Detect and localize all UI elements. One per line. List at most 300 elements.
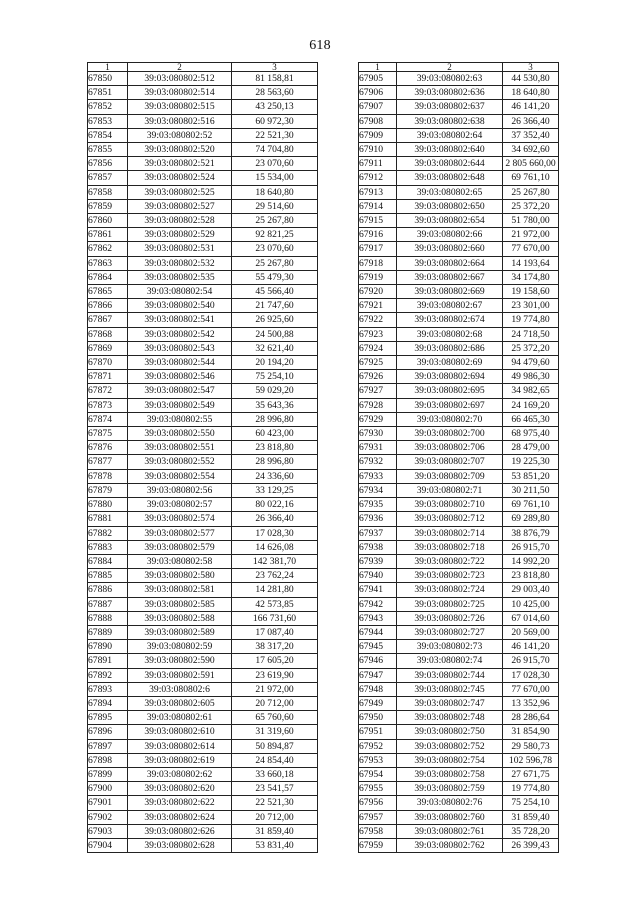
cadastral-value-cell: 65 760,60 [232, 711, 318, 725]
cadastral-number-cell: 39:03:080802:744 [397, 668, 503, 682]
cadastral-value-cell: 38 876,79 [503, 526, 559, 540]
cadastral-number-cell: 39:03:080802:531 [128, 242, 232, 256]
row-number-cell: 67890 [88, 640, 128, 654]
row-number-cell: 67885 [88, 569, 128, 583]
cadastral-value-cell: 51 780,00 [503, 214, 559, 228]
row-number-cell: 67913 [359, 185, 397, 199]
table-row [88, 611, 318, 625]
table-row [88, 72, 318, 86]
table-row [88, 441, 318, 455]
row-number-cell: 67915 [359, 214, 397, 228]
cadastral-number-cell: 39:03:080802:527 [128, 199, 232, 213]
row-number-cell: 67863 [88, 256, 128, 270]
row-number-cell: 67914 [359, 199, 397, 213]
cadastral-value-cell: 23 762,24 [232, 569, 318, 583]
table-row [359, 512, 559, 526]
cadastral-number-cell: 39:03:080802:686 [397, 341, 503, 355]
row-number-cell: 67931 [359, 441, 397, 455]
table-row [359, 114, 559, 128]
table-row [359, 711, 559, 725]
row-number-cell: 67950 [359, 711, 397, 725]
row-number-cell: 67941 [359, 583, 397, 597]
row-number-cell: 67939 [359, 554, 397, 568]
cadastral-number-cell: 39:03:080802:694 [397, 370, 503, 384]
row-number-cell: 67888 [88, 611, 128, 625]
table-row [359, 696, 559, 710]
column-header-number: 1 [359, 63, 397, 72]
cadastral-value-cell: 33 660,18 [232, 767, 318, 781]
cadastral-value-cell: 59 029,20 [232, 384, 318, 398]
cadastral-number-cell: 39:03:080802:724 [397, 583, 503, 597]
row-number-cell: 67935 [359, 498, 397, 512]
cadastral-number-cell: 39:03:080802:521 [128, 157, 232, 171]
cadastral-value-cell: 17 087,40 [232, 625, 318, 639]
table-row [88, 256, 318, 270]
row-number-cell: 67938 [359, 540, 397, 554]
row-number-cell: 67860 [88, 214, 128, 228]
table-row [359, 171, 559, 185]
cadastral-value-cell: 26 915,70 [503, 540, 559, 554]
table-row [359, 185, 559, 199]
table-row [359, 540, 559, 554]
cadastral-value-cell: 27 671,75 [503, 767, 559, 781]
table-row [88, 668, 318, 682]
row-number-cell: 67855 [88, 143, 128, 157]
cadastral-number-cell: 39:03:080802:66 [397, 228, 503, 242]
cadastral-value-cell: 25 372,20 [503, 199, 559, 213]
row-number-cell: 67856 [88, 157, 128, 171]
cadastral-number-cell: 39:03:080802:554 [128, 469, 232, 483]
table-row [88, 285, 318, 299]
cadastral-value-cell: 2 805 660,00 [503, 157, 559, 171]
row-number-cell: 67927 [359, 384, 397, 398]
row-number-cell: 67884 [88, 554, 128, 568]
cadastral-value-cell: 53 831,40 [232, 838, 318, 852]
cadastral-value-cell: 37 352,40 [503, 128, 559, 142]
table-row [88, 654, 318, 668]
cadastral-value-cell: 67 014,60 [503, 611, 559, 625]
table-row [359, 128, 559, 142]
row-number-cell: 67862 [88, 242, 128, 256]
row-number-cell: 67936 [359, 512, 397, 526]
cadastral-value-cell: 29 003,40 [503, 583, 559, 597]
column-header-cadastral: 2 [128, 63, 232, 72]
table-row [359, 313, 559, 327]
table-row [88, 199, 318, 213]
cadastral-value-cell: 60 423,00 [232, 427, 318, 441]
cadastral-number-cell: 39:03:080802:68 [397, 327, 503, 341]
cadastral-number-cell: 39:03:080802:619 [128, 753, 232, 767]
table-row [359, 625, 559, 639]
row-number-cell: 67922 [359, 313, 397, 327]
column-header-value: 3 [503, 63, 559, 72]
table-row [88, 384, 318, 398]
row-number-cell: 67919 [359, 270, 397, 284]
cadastral-value-cell: 31 854,90 [503, 725, 559, 739]
row-number-cell: 67909 [359, 128, 397, 142]
cadastral-number-cell: 39:03:080802:759 [397, 782, 503, 796]
row-number-cell: 67895 [88, 711, 128, 725]
table-row [359, 100, 559, 114]
table-row [359, 327, 559, 341]
row-number-cell: 67865 [88, 285, 128, 299]
table-row [359, 725, 559, 739]
cadastral-value-cell: 24 336,60 [232, 469, 318, 483]
table-row [359, 739, 559, 753]
table-row [88, 356, 318, 370]
cadastral-value-cell: 13 352,96 [503, 696, 559, 710]
row-number-cell: 67911 [359, 157, 397, 171]
cadastral-number-cell: 39:03:080802:620 [128, 782, 232, 796]
table-row [359, 299, 559, 313]
table-row [88, 185, 318, 199]
cadastral-value-cell: 19 225,30 [503, 455, 559, 469]
table-row [88, 100, 318, 114]
row-number-cell: 67875 [88, 427, 128, 441]
cadastral-value-cell: 15 534,00 [232, 171, 318, 185]
cadastral-value-cell: 19 774,80 [503, 782, 559, 796]
cadastral-value-cell: 75 254,10 [503, 796, 559, 810]
table-row [359, 753, 559, 767]
row-number-cell: 67854 [88, 128, 128, 142]
cadastral-number-cell: 39:03:080802:76 [397, 796, 503, 810]
cadastral-value-cell: 23 541,57 [232, 782, 318, 796]
cadastral-number-cell: 39:03:080802:726 [397, 611, 503, 625]
table-row [359, 384, 559, 398]
cadastral-number-cell: 39:03:080802:614 [128, 739, 232, 753]
row-number-cell: 67886 [88, 583, 128, 597]
cadastral-number-cell: 39:03:080802:6 [128, 682, 232, 696]
cadastral-number-cell: 39:03:080802:551 [128, 441, 232, 455]
table-row [88, 554, 318, 568]
cadastral-value-cell: 23 818,80 [232, 441, 318, 455]
table-row [88, 114, 318, 128]
table-row [88, 583, 318, 597]
cadastral-number-cell: 39:03:080802:752 [397, 739, 503, 753]
cadastral-number-cell: 39:03:080802:73 [397, 640, 503, 654]
table-row [88, 725, 318, 739]
cadastral-value-cell: 28 286,64 [503, 711, 559, 725]
cadastral-value-cell: 24 169,20 [503, 398, 559, 412]
cadastral-value-cell: 74 704,80 [232, 143, 318, 157]
row-number-cell: 67953 [359, 753, 397, 767]
cadastral-value-cell: 21 972,00 [503, 228, 559, 242]
row-number-cell: 67879 [88, 483, 128, 497]
table-row [359, 72, 559, 86]
table-row [88, 171, 318, 185]
cadastral-value-cell: 46 141,20 [503, 100, 559, 114]
row-number-cell: 67910 [359, 143, 397, 157]
cadastral-value-cell: 46 141,20 [503, 640, 559, 654]
cadastral-number-cell: 39:03:080802:650 [397, 199, 503, 213]
row-number-cell: 67874 [88, 412, 128, 426]
cadastral-number-cell: 39:03:080802:589 [128, 625, 232, 639]
row-number-cell: 67878 [88, 469, 128, 483]
row-number-cell: 67864 [88, 270, 128, 284]
cadastral-number-cell: 39:03:080802:525 [128, 185, 232, 199]
cadastral-value-cell: 25 372,20 [503, 341, 559, 355]
cadastral-number-cell: 39:03:080802:57 [128, 498, 232, 512]
cadastral-number-cell: 39:03:080802:520 [128, 143, 232, 157]
cadastral-number-cell: 39:03:080802:745 [397, 682, 503, 696]
cadastral-value-cell: 42 573,85 [232, 597, 318, 611]
cadastral-number-cell: 39:03:080802:640 [397, 143, 503, 157]
cadastral-number-cell: 39:03:080802:750 [397, 725, 503, 739]
cadastral-number-cell: 39:03:080802:674 [397, 313, 503, 327]
row-number-cell: 67940 [359, 569, 397, 583]
table-row [359, 498, 559, 512]
row-number-cell: 67894 [88, 696, 128, 710]
cadastral-number-cell: 39:03:080802:547 [128, 384, 232, 398]
cadastral-number-cell: 39:03:080802:67 [397, 299, 503, 313]
cadastral-value-cell: 34 692,60 [503, 143, 559, 157]
cadastral-number-cell: 39:03:080802:722 [397, 554, 503, 568]
cadastral-number-cell: 39:03:080802:528 [128, 214, 232, 228]
table-row [359, 767, 559, 781]
cadastral-value-cell: 69 761,10 [503, 171, 559, 185]
cadastral-number-cell: 39:03:080802:64 [397, 128, 503, 142]
cadastral-number-cell: 39:03:080802:58 [128, 554, 232, 568]
row-number-cell: 67883 [88, 540, 128, 554]
row-number-cell: 67908 [359, 114, 397, 128]
row-number-cell: 67882 [88, 526, 128, 540]
cadastral-number-cell: 39:03:080802:577 [128, 526, 232, 540]
row-number-cell: 67925 [359, 356, 397, 370]
cadastral-number-cell: 39:03:080802:628 [128, 838, 232, 852]
cadastral-number-cell: 39:03:080802:56 [128, 483, 232, 497]
cadastral-value-cell: 66 465,30 [503, 412, 559, 426]
row-number-cell: 67918 [359, 256, 397, 270]
table-row [359, 412, 559, 426]
cadastral-value-cell: 69 289,80 [503, 512, 559, 526]
cadastral-number-cell: 39:03:080802:590 [128, 654, 232, 668]
cadastral-value-cell: 24 718,50 [503, 327, 559, 341]
table-row [88, 540, 318, 554]
table-row [359, 668, 559, 682]
table-row [88, 640, 318, 654]
cadastral-number-cell: 39:03:080802:626 [128, 824, 232, 838]
row-number-cell: 67901 [88, 796, 128, 810]
page-number: 618 [309, 38, 331, 53]
row-number-cell: 67868 [88, 327, 128, 341]
cadastral-value-cell: 25 267,80 [232, 256, 318, 270]
cadastral-value-cell: 28 996,80 [232, 412, 318, 426]
cadastral-number-cell: 39:03:080802:543 [128, 341, 232, 355]
cadastral-value-cell: 20 194,20 [232, 356, 318, 370]
cadastral-number-cell: 39:03:080802:574 [128, 512, 232, 526]
table-row [359, 356, 559, 370]
cadastral-number-cell: 39:03:080802:579 [128, 540, 232, 554]
row-number-cell: 67850 [88, 72, 128, 86]
row-number-cell: 67916 [359, 228, 397, 242]
table-row [359, 583, 559, 597]
cadastral-number-cell: 39:03:080802:725 [397, 597, 503, 611]
cadastral-number-cell: 39:03:080802:65 [397, 185, 503, 199]
cadastral-number-cell: 39:03:080802:516 [128, 114, 232, 128]
cadastral-value-cell: 23 070,60 [232, 157, 318, 171]
row-number-cell: 67907 [359, 100, 397, 114]
table-row [359, 270, 559, 284]
row-number-cell: 67869 [88, 341, 128, 355]
table-row [359, 398, 559, 412]
table-row [359, 682, 559, 696]
row-number-cell: 67957 [359, 810, 397, 824]
cadastral-value-cell: 33 129,25 [232, 483, 318, 497]
cadastral-number-cell: 39:03:080802:761 [397, 824, 503, 838]
cadastral-value-cell: 75 254,10 [232, 370, 318, 384]
row-number-cell: 67857 [88, 171, 128, 185]
cadastral-number-cell: 39:03:080802:529 [128, 228, 232, 242]
cadastral-value-cell: 17 028,30 [232, 526, 318, 540]
row-number-cell: 67891 [88, 654, 128, 668]
row-number-cell: 67949 [359, 696, 397, 710]
table-row [88, 569, 318, 583]
cadastral-number-cell: 39:03:080802:723 [397, 569, 503, 583]
cadastral-number-cell: 39:03:080802:624 [128, 810, 232, 824]
table-row [359, 483, 559, 497]
row-number-cell: 67937 [359, 526, 397, 540]
cadastral-value-cell: 28 563,60 [232, 86, 318, 100]
cadastral-number-cell: 39:03:080802:541 [128, 313, 232, 327]
cadastral-value-cell: 26 399,43 [503, 838, 559, 852]
row-number-cell: 67861 [88, 228, 128, 242]
cadastral-value-cell: 53 851,20 [503, 469, 559, 483]
cadastral-number-cell: 39:03:080802:636 [397, 86, 503, 100]
cadastral-value-cell: 14 281,80 [232, 583, 318, 597]
cadastral-number-cell: 39:03:080802:70 [397, 412, 503, 426]
row-number-cell: 67867 [88, 313, 128, 327]
row-number-cell: 67877 [88, 455, 128, 469]
cadastral-value-cell: 68 975,40 [503, 427, 559, 441]
table-row [359, 441, 559, 455]
cadastral-number-cell: 39:03:080802:718 [397, 540, 503, 554]
cadastral-value-cell: 23 619,90 [232, 668, 318, 682]
row-number-cell: 67929 [359, 412, 397, 426]
row-number-cell: 67851 [88, 86, 128, 100]
cadastral-number-cell: 39:03:080802:610 [128, 725, 232, 739]
cadastral-number-cell: 39:03:080802:515 [128, 100, 232, 114]
cadastral-value-cell: 18 640,80 [503, 86, 559, 100]
cadastral-value-cell: 29 514,60 [232, 199, 318, 213]
cadastral-value-cell: 18 640,80 [232, 185, 318, 199]
table-row [359, 370, 559, 384]
cadastral-value-cell: 60 972,30 [232, 114, 318, 128]
row-number-cell: 67934 [359, 483, 397, 497]
cadastral-number-cell: 39:03:080802:546 [128, 370, 232, 384]
row-number-cell: 67954 [359, 767, 397, 781]
cadastral-number-cell: 39:03:080802:544 [128, 356, 232, 370]
cadastral-value-cell: 77 670,00 [503, 242, 559, 256]
cadastral-value-cell: 10 425,00 [503, 597, 559, 611]
cadastral-number-cell: 39:03:080802:542 [128, 327, 232, 341]
table-header-row [88, 63, 318, 72]
cadastral-value-cell: 49 986,30 [503, 370, 559, 384]
table-row [88, 767, 318, 781]
table-row [88, 214, 318, 228]
table-row [88, 711, 318, 725]
table-row [359, 824, 559, 838]
row-number-cell: 67893 [88, 682, 128, 696]
cadastral-number-cell: 39:03:080802:69 [397, 356, 503, 370]
row-number-cell: 67928 [359, 398, 397, 412]
cadastral-value-cell: 142 381,70 [232, 554, 318, 568]
row-number-cell: 67852 [88, 100, 128, 114]
table-row [88, 270, 318, 284]
cadastral-number-cell: 39:03:080802:714 [397, 526, 503, 540]
cadastral-number-cell: 39:03:080802:524 [128, 171, 232, 185]
cadastral-number-cell: 39:03:080802:59 [128, 640, 232, 654]
row-number-cell: 67942 [359, 597, 397, 611]
cadastral-value-cell: 24 500,88 [232, 327, 318, 341]
row-number-cell: 67902 [88, 810, 128, 824]
cadastral-value-cell: 21 747,60 [232, 299, 318, 313]
table-row [88, 143, 318, 157]
table-row [88, 398, 318, 412]
cadastral-number-cell: 39:03:080802:74 [397, 654, 503, 668]
row-number-cell: 67945 [359, 640, 397, 654]
table-row [88, 682, 318, 696]
cadastral-number-cell: 39:03:080802:758 [397, 767, 503, 781]
cadastral-value-cell: 26 915,70 [503, 654, 559, 668]
cadastral-number-cell: 39:03:080802:664 [397, 256, 503, 270]
cadastral-value-cell: 31 319,60 [232, 725, 318, 739]
column-header-number: 1 [88, 63, 128, 72]
row-number-cell: 67899 [88, 767, 128, 781]
table-row [88, 498, 318, 512]
row-number-cell: 67887 [88, 597, 128, 611]
table-row [88, 327, 318, 341]
cadastral-value-cell: 166 731,60 [232, 611, 318, 625]
cadastral-value-cell: 102 596,78 [503, 753, 559, 767]
table-row [88, 796, 318, 810]
cadastral-value-cell: 14 626,08 [232, 540, 318, 554]
table-row [88, 512, 318, 526]
table-row [359, 838, 559, 852]
row-number-cell: 67880 [88, 498, 128, 512]
table-row [88, 455, 318, 469]
cadastral-value-cell: 17 028,30 [503, 668, 559, 682]
cadastral-number-cell: 39:03:080802:54 [128, 285, 232, 299]
cadastral-value-cell: 44 530,80 [503, 72, 559, 86]
row-number-cell: 67853 [88, 114, 128, 128]
table-row [359, 611, 559, 625]
row-number-cell: 67955 [359, 782, 397, 796]
cadastral-value-cell: 19 158,60 [503, 285, 559, 299]
table-row [359, 569, 559, 583]
table-row [88, 810, 318, 824]
row-number-cell: 67892 [88, 668, 128, 682]
cadastral-value-cell: 25 267,80 [503, 185, 559, 199]
row-number-cell: 67873 [88, 398, 128, 412]
cadastral-number-cell: 39:03:080802:710 [397, 498, 503, 512]
cadastral-value-cell: 25 267,80 [232, 214, 318, 228]
table-row [359, 796, 559, 810]
cadastral-value-cell: 26 366,40 [503, 114, 559, 128]
cadastral-value-cell: 22 521,30 [232, 796, 318, 810]
row-number-cell: 67889 [88, 625, 128, 639]
row-number-cell: 67951 [359, 725, 397, 739]
cadastral-value-cell: 55 479,30 [232, 270, 318, 284]
cadastral-value-cell: 21 972,00 [232, 682, 318, 696]
table-row [88, 157, 318, 171]
table-row [359, 143, 559, 157]
cadastral-value-cell: 14 992,20 [503, 554, 559, 568]
row-number-cell: 67859 [88, 199, 128, 213]
row-number-cell: 67905 [359, 72, 397, 86]
table-row [88, 782, 318, 796]
cadastral-value-cell: 20 569,00 [503, 625, 559, 639]
column-header-cadastral: 2 [397, 63, 503, 72]
